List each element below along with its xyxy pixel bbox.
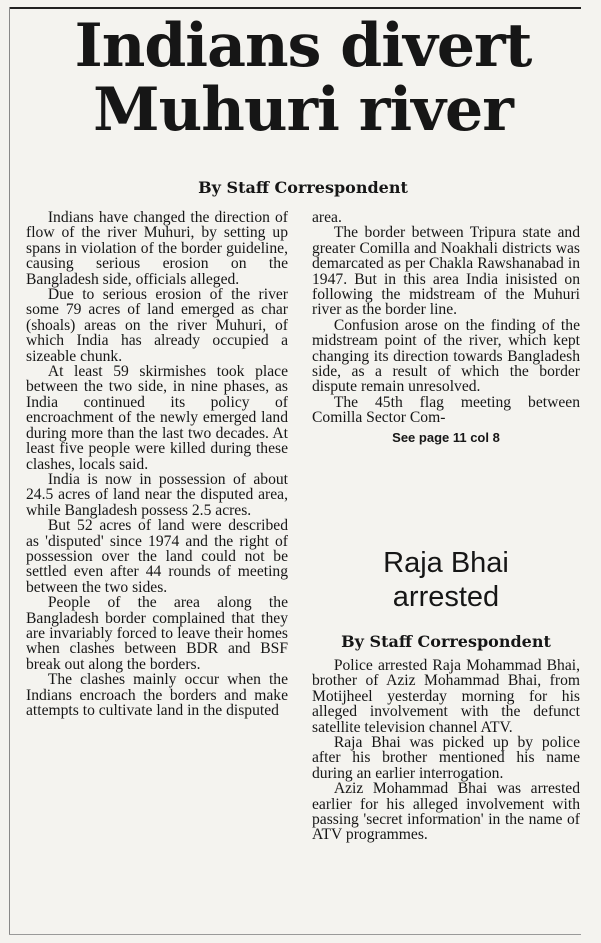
second-paragraph: Raja Bhai was picked up by police after his brother mentioned his name during an earlier interrogation. (312, 734, 580, 782)
main-paragraph: Indians have changed the direction of flow of the river Muhuri, by setting up spans in violation of the border guideline, causing serious erosion on the Bangladesh side, officials alleged. (26, 209, 288, 288)
main-headline (18, 11, 588, 145)
left-rule (9, 7, 10, 935)
main-story-left-column (26, 210, 288, 718)
second-paragraph: Police arrested Raja Mohammad Bhai, brother of Aziz Mohammad Bhai, from Motijheel yesterday morning for his alleged involvement with the defunct satellite television channel ATV. (312, 657, 580, 736)
second-paragraph: Aziz Mohammad Bhai was arrested earlier for his alleged involvement with passing 'secret information' in the name of ATV programmes. (312, 780, 580, 844)
second-headline (312, 546, 580, 614)
main-paragraph: At least 59 skirmishes took place between the two side, in nine phases, as India continued its policy of encroachment of the newly emerged land during more than the last two decades. At least five people were killed during these clashes, locals said. (26, 363, 288, 473)
main-paragraph: Confusion arose on the finding of the midstream point of the river, which kept changing its direction towards Bangladesh side, as a result of which the border dispute remain unresolved. (312, 316, 580, 396)
second-story-column (312, 658, 580, 843)
second-headline-line1: Raja Bhai (383, 547, 509, 579)
main-headline-line2: Muhuri river (93, 75, 513, 145)
bottom-rule (9, 934, 581, 935)
main-headline-line1: Indians divert (74, 11, 532, 81)
main-continuation: area. (312, 209, 342, 226)
main-byline: By Staff Correspondent (198, 178, 408, 197)
main-paragraph: The 45th flag meeting between Comilla Sector Com- (312, 393, 580, 427)
main-story-right-column (312, 210, 580, 445)
second-byline: By Staff Correspondent (341, 632, 551, 651)
main-paragraph: India is now in possession of about 24.5 acres of land near the disputed area, while Bangladesh possess 2.5 acres. (26, 470, 288, 519)
top-rule (10, 7, 581, 9)
main-paragraph: People of the area along the Bangladesh border complained that they are invariably forced to leave their homes when clashes between BDR and BSF break out along the borders. (26, 594, 288, 673)
main-paragraph: The clashes mainly occur when the Indians encroach the borders and make attempts to cultivate land in the disputed (26, 671, 288, 719)
main-paragraph: Due to serious erosion of the river some 79 acres of land emerged as char (shoals) areas on the river Muhuri, of which India has already occupied a sizeable chunk. (26, 286, 288, 365)
main-paragraph: The border between Tripura state and greater Comilla and Noakhali districts was demarcated as per Chakla Rawshanabad in 1947. But in this area India inisisted on following the midstream of the Muhuri river as the border line. (312, 224, 580, 319)
main-paragraph: But 52 acres of land were described as 'disputed' since 1974 and the right of possession over the land could not be settled even after 44 rounds of meeting between the two sides. (26, 517, 288, 596)
second-headline-line2: arrested (392, 581, 500, 613)
jump-line: See page 11 col 8 (392, 429, 500, 445)
